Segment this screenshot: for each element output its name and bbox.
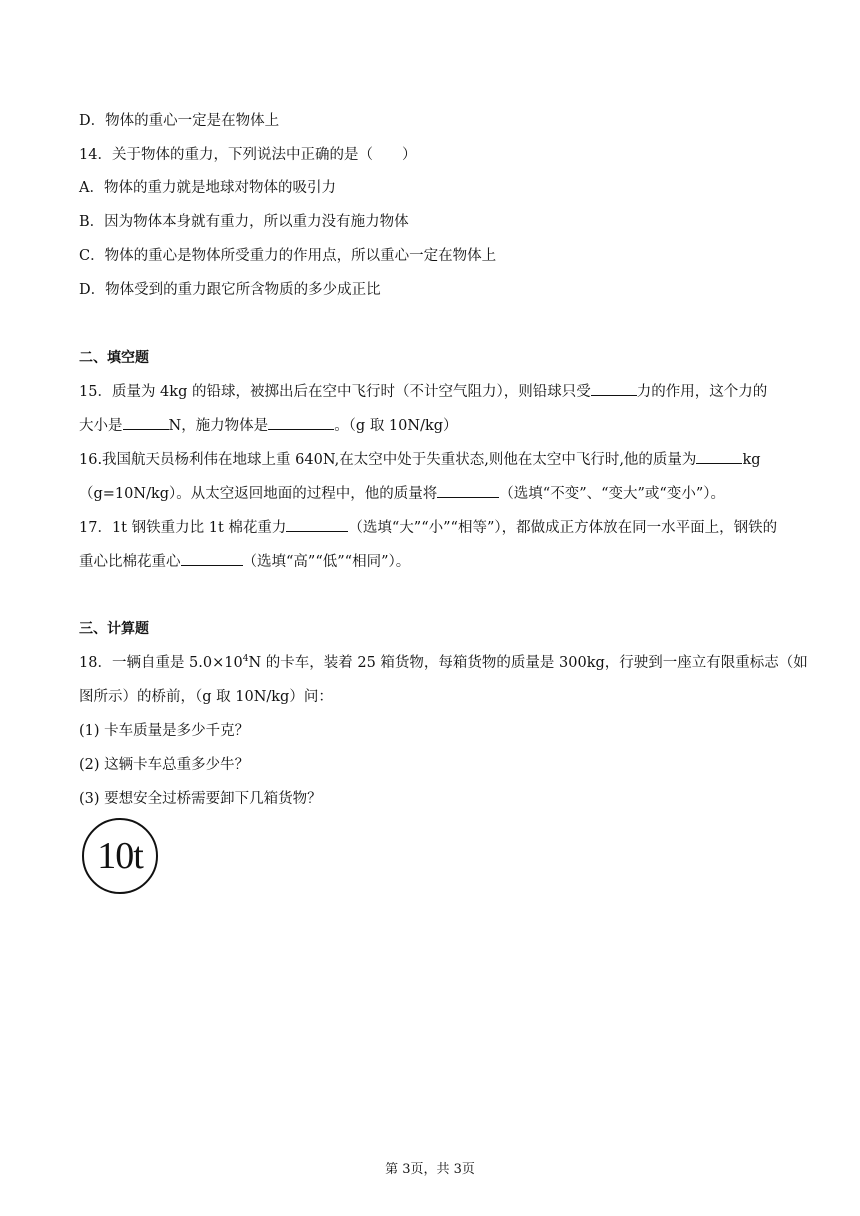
weight-limit-sign [82, 818, 158, 894]
q17-text-3: 重心比棉花重心 [79, 554, 181, 570]
q15-blank-1 [591, 381, 637, 396]
q15-blank-3 [268, 415, 334, 430]
q15-line-1 [79, 381, 767, 402]
q16-text-1: 16.我国航天员杨利伟在地球上重 640N,在太空中处于失重状态,则他在太空中飞行时,他的质量为 [79, 452, 697, 468]
q18-line-1 [79, 653, 808, 673]
q14-option-d: D．物体受到的重力跟它所含物质的多少成正比 [79, 282, 381, 298]
q15-text-5: 。（g 取 10N/kg） [334, 418, 458, 434]
q16-text-4: （选填“不变”、“变大”或“变小”）。 [499, 486, 726, 502]
q17-blank-2 [181, 551, 243, 566]
q18-line-2: 图所示）的桥前，（g 取 10N/kg）问： [79, 689, 333, 705]
q15-blank-2 [123, 415, 169, 430]
q16-blank-2 [437, 483, 499, 498]
page-footer: 第 3页，共 3页 [385, 1162, 475, 1177]
q18-exponent: 4 [242, 654, 249, 664]
q16-line-2 [79, 483, 725, 504]
q15-text-4: N，施力物体是 [168, 418, 269, 434]
q16-text-2: kg [742, 452, 761, 468]
q18-text-2: N 的卡车，装着 25 箱货物，每箱货物的质量是 300kg，行驶到一座立有限重标志（如 [248, 655, 808, 671]
q18-text-1: 18．一辆自重是 5.0×10 [79, 655, 243, 671]
q17-line-1 [79, 517, 777, 538]
q18-sub-1: (1) 卡车质量是多少千克？ [79, 723, 250, 739]
q15-text-3: 大小是 [79, 418, 123, 434]
q16-blank-1 [696, 449, 742, 464]
weight-limit-sign-text: 10t [97, 835, 143, 877]
q17-text-2: （选填“大”“小”“相等”），都做成正方体放在同一水平面上，钢铁的 [348, 520, 778, 536]
q16-line-1 [79, 449, 761, 470]
q14-option-a: A．物体的重力就是地球对物体的吸引力 [79, 180, 336, 196]
q14-option-c: C．物体的重心是物体所受重力的作用点，所以重心一定在物体上 [79, 248, 497, 264]
q18-sub-3: (3) 要想安全过桥需要卸下几箱货物？ [79, 791, 322, 807]
q17-text-4: （选填“高”“低”“相同”）。 [242, 554, 411, 570]
q16-text-3: （g=10N/kg）。从太空返回地面的过程中，他的质量将 [79, 486, 438, 502]
q15-text-1: 15．质量为 4kg 的铅球，被掷出后在空中飞行时（不计空气阻力），则铅球只受 [79, 384, 591, 400]
q17-blank-1 [286, 517, 348, 532]
section-calculation-title: 三、计算题 [79, 621, 149, 637]
q18-sub-2: (2) 这辆卡车总重多少牛？ [79, 757, 250, 773]
q14-option-b: B．因为物体本身就有重力，所以重力没有施力物体 [79, 214, 409, 230]
q14-stem: 14．关于物体的重力，下列说法中正确的是（ ） [79, 147, 417, 163]
q15-text-2: 力的作用，这个力的 [636, 384, 768, 400]
q13-option-d: D．物体的重心一定是在物体上 [79, 113, 280, 129]
section-fill-in-title: 二、填空题 [79, 350, 149, 366]
q17-line-2 [79, 551, 410, 572]
q15-line-2 [79, 415, 458, 436]
q17-text-1: 17．1t 钢铁重力比 1t 棉花重力 [79, 520, 287, 536]
